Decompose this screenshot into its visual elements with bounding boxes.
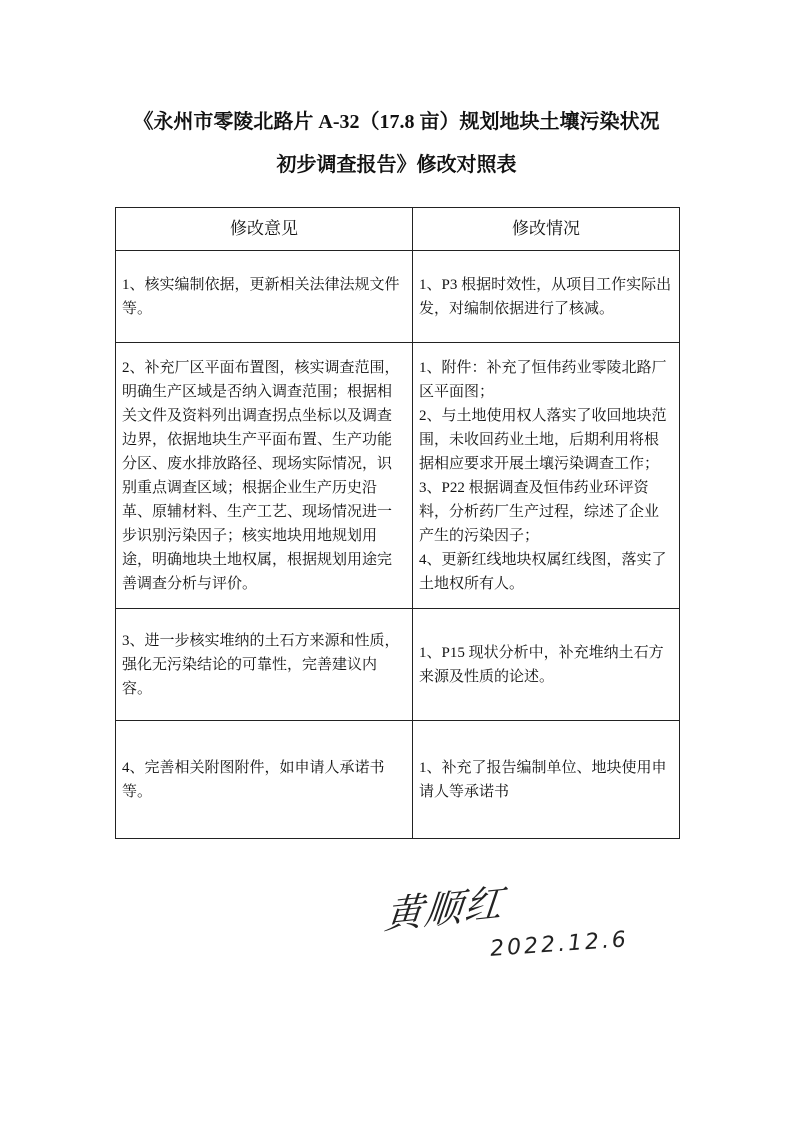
opinion-cell: 1、核实编制依据，更新相关法律法规文件等。 <box>116 251 413 343</box>
opinion-cell: 2、补充厂区平面布置图，核实调查范围，明确生产区域是否纳入调查范围；根据相关文件及资料列出调查拐点坐标以及调查边界，依据地块生产平面布置、生产功能分区、废水排放路径、现场实际情况，识别重点调查区域；根据企业生产历史沿革、原辅材料、生产工艺、现场情况进一步识别污染因子；核实地块用地规划用途，明确地块土地权属，根据规划用途完善调查分析与评价。 <box>116 343 413 609</box>
status-item: 2、与土地使用权人落实了收回地块范围，未收回药业土地，后期利用将根据相应要求开展土壤污染调查工作； <box>419 407 667 472</box>
status-item: 1、附件：补充了恒伟药业零陵北路厂区平面图； <box>419 359 667 400</box>
status-item: 1、补充了报告编制单位、地块使用申请人等承诺书 <box>419 759 667 800</box>
status-item: 3、P22 根据调查及恒伟药业环评资料，分析药厂生产过程，综述了企业产生的污染因子； <box>419 479 660 544</box>
opinion-cell: 3、进一步核实堆纳的土石方来源和性质，强化无污染结论的可靠性，完善建议内容。 <box>116 609 413 721</box>
header-opinion: 修改意见 <box>116 208 413 251</box>
revision-table <box>115 207 680 839</box>
status-item: 1、P15 现状分析中，补充堆纳土石方来源及性质的论述。 <box>419 644 664 685</box>
document-title-line1: 《永州市零陵北路片 A-32（17.8 亩）规划地块土壤污染状况 <box>133 111 660 133</box>
signature-date: 2022.12.6 <box>489 927 630 962</box>
table-header-row <box>116 208 680 251</box>
status-cell <box>413 343 680 609</box>
document-title-line2: 初步调查报告》修改对照表 <box>276 154 517 176</box>
status-cell <box>413 609 680 721</box>
handwritten-signature: 黄顺红 <box>382 880 507 938</box>
table-row <box>116 609 680 721</box>
header-status: 修改情况 <box>413 208 680 251</box>
table-row <box>116 343 680 609</box>
status-item: 1、P3 根据时效性，从项目工作实际出发，对编制依据进行了核减。 <box>419 276 672 317</box>
opinion-cell: 4、完善相关附图附件，如申请人承诺书等。 <box>116 721 413 839</box>
table-row <box>116 251 680 343</box>
status-cell <box>413 251 680 343</box>
table-row <box>116 721 680 839</box>
status-cell <box>413 721 680 839</box>
status-item: 4、更新红线地块权属红线图，落实了土地权所有人。 <box>419 551 667 592</box>
